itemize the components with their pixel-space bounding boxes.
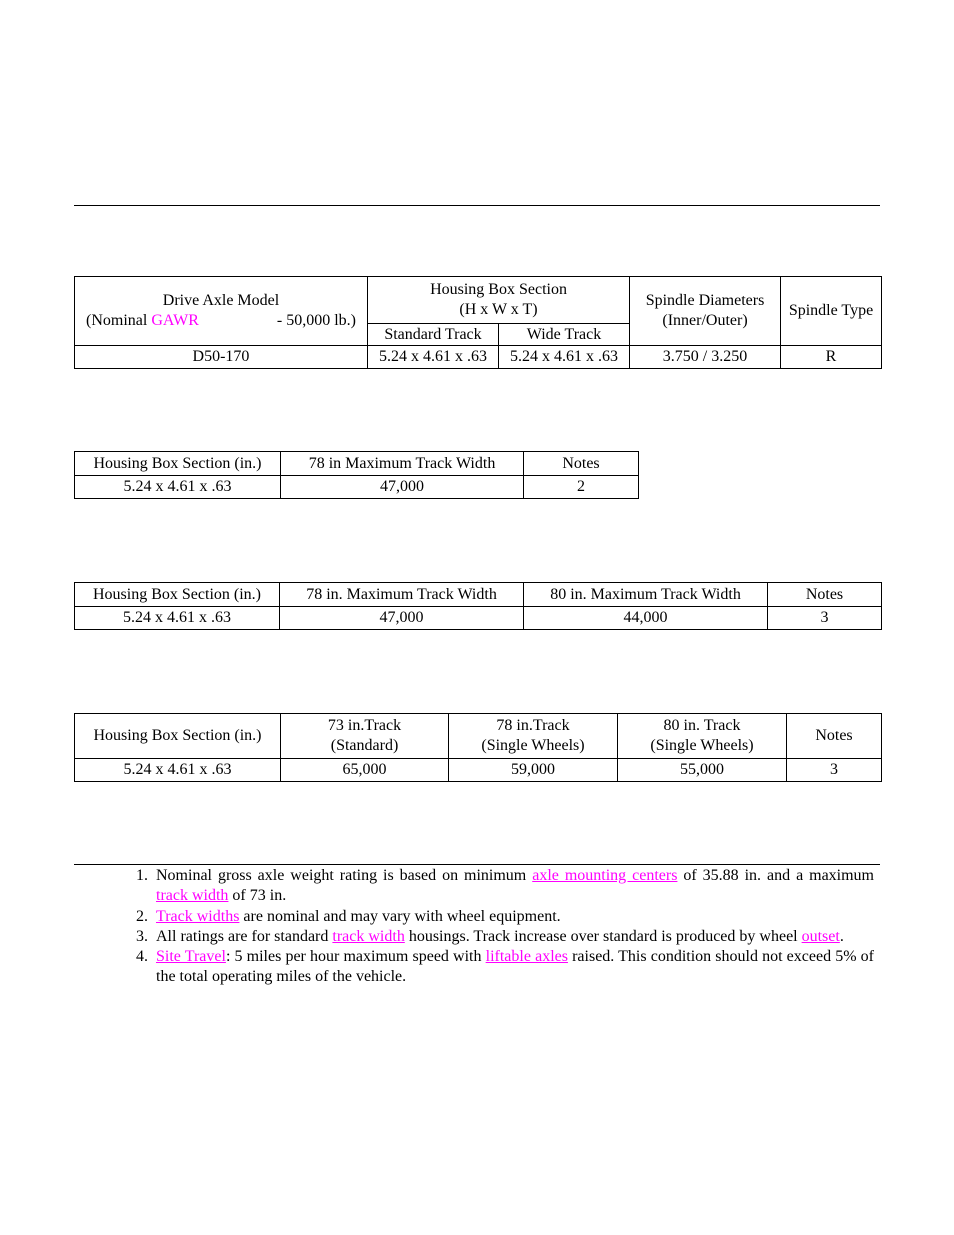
site-travel-rating-table [74, 713, 882, 782]
gawr-link[interactable]: GAWR [151, 312, 199, 329]
t73-line1: 73 in.Track [327, 717, 402, 734]
t80-line1: 80 in. Track [663, 717, 741, 734]
spindle-diam-line2: (Inner/Outer) [662, 312, 748, 329]
header-78-track [449, 714, 618, 759]
cell-notes: 2 [524, 476, 639, 499]
cell-rating-78: 59,000 [449, 759, 618, 782]
model-line2-prefix: (Nominal [86, 312, 152, 329]
spindle-diam-line1: Spindle Diameters [645, 292, 765, 309]
track-widths-link[interactable]: Track widths [156, 907, 240, 925]
footnote-text: of 73 in. [228, 887, 287, 905]
header-drive-axle-model [75, 277, 368, 346]
site-travel-link[interactable]: Site Travel [156, 948, 226, 966]
cell-spindle-type: R [781, 346, 882, 369]
cell-model: D50-170 [75, 346, 368, 369]
header-housing: Housing Box Section (in.) [75, 583, 280, 607]
header-housing-box-section [368, 277, 630, 324]
header-80-max-track: 80 in. Maximum Track Width [524, 583, 768, 607]
track-width-link[interactable]: track width [332, 927, 405, 945]
cell-standard-track: 5.24 x 4.61 x .63 [368, 346, 499, 369]
cell-housing: 5.24 x 4.61 x .63 [75, 759, 281, 782]
footnote-1 [128, 866, 874, 907]
header-notes: Notes [787, 714, 882, 759]
cell-rating-78: 47,000 [280, 607, 524, 630]
footnotes-divider [74, 864, 880, 865]
rating-table-78-80 [74, 582, 882, 630]
footnote-number: 4. [136, 948, 148, 966]
footnote-text: Nominal gross axle weight rating is based on minimum [156, 867, 533, 884]
footnote-2 [128, 907, 874, 927]
header-housing: Housing Box Section (in.) [75, 452, 281, 476]
cell-notes: 3 [768, 607, 882, 630]
cell-rating-80: 44,000 [524, 607, 768, 630]
cell-rating-80: 55,000 [618, 759, 787, 782]
housing-line2: (H x W x T) [459, 301, 538, 318]
footnote-text: raised. This condition should not exceed 5% of the total operating miles of the vehicle. [156, 948, 875, 986]
table-row [75, 476, 639, 499]
header-wide-track: Wide Track [499, 324, 630, 346]
t78-line1: 78 in.Track [496, 717, 570, 734]
cell-notes: 3 [787, 759, 882, 782]
t78-line2: (Single Wheels) [481, 737, 585, 754]
rating-table-78 [74, 451, 639, 499]
footnote-number: 2. [136, 907, 148, 925]
model-line2-suffix: - 50,000 lb.) [276, 312, 356, 329]
housing-line1: Housing Box Section [430, 281, 567, 298]
t80-line2: (Single Wheels) [650, 737, 754, 754]
table-row [75, 607, 882, 630]
liftable-axles-link[interactable]: liftable axles [485, 948, 568, 966]
table-row [75, 759, 882, 782]
header-78-max-track: 78 in. Maximum Track Width [280, 583, 524, 607]
footnote-text: : 5 miles per hour maximum speed with [225, 948, 486, 966]
axle-spec-table [74, 276, 882, 369]
footnote-text: housings. Track increase over standard is produced by wheel [404, 927, 802, 945]
header-73-track [281, 714, 449, 759]
footnote-number: 3. [136, 927, 148, 945]
header-spindle-type: Spindle Type [781, 277, 882, 346]
cell-rating: 47,000 [281, 476, 524, 499]
cell-rating-73: 65,000 [281, 759, 449, 782]
axle-mounting-centers-link[interactable]: axle mounting centers [532, 867, 678, 884]
footnote-text: of 35.88 in. and a maximum [677, 867, 875, 884]
header-spindle-diameters [630, 277, 781, 346]
cell-wide-track: 5.24 x 4.61 x .63 [499, 346, 630, 369]
model-line1: Drive Axle Model [162, 292, 280, 309]
header-80-track [618, 714, 787, 759]
t73-line2: (Standard) [330, 737, 399, 754]
header-housing: Housing Box Section (in.) [75, 714, 281, 759]
footnote-number: 1. [136, 867, 148, 884]
header-notes: Notes [524, 452, 639, 476]
footnotes-list [128, 866, 874, 988]
cell-housing: 5.24 x 4.61 x .63 [75, 607, 280, 630]
cell-spindle-diameters: 3.750 / 3.250 [630, 346, 781, 369]
outset-link[interactable]: outset [801, 927, 840, 945]
cell-housing: 5.24 x 4.61 x .63 [75, 476, 281, 499]
header-standard-track: Standard Track [368, 324, 499, 346]
track-width-link[interactable]: track width [156, 887, 229, 905]
top-divider [74, 205, 880, 206]
footnote-text: All ratings are for standard [156, 927, 333, 945]
header-notes: Notes [768, 583, 882, 607]
table-row [75, 346, 882, 369]
footnote-4 [128, 947, 874, 988]
footnote-text: . [839, 927, 844, 945]
footnote-text: are nominal and may vary with wheel equipment. [239, 907, 561, 925]
header-78-max-track: 78 in Maximum Track Width [281, 452, 524, 476]
footnote-3 [128, 927, 874, 947]
